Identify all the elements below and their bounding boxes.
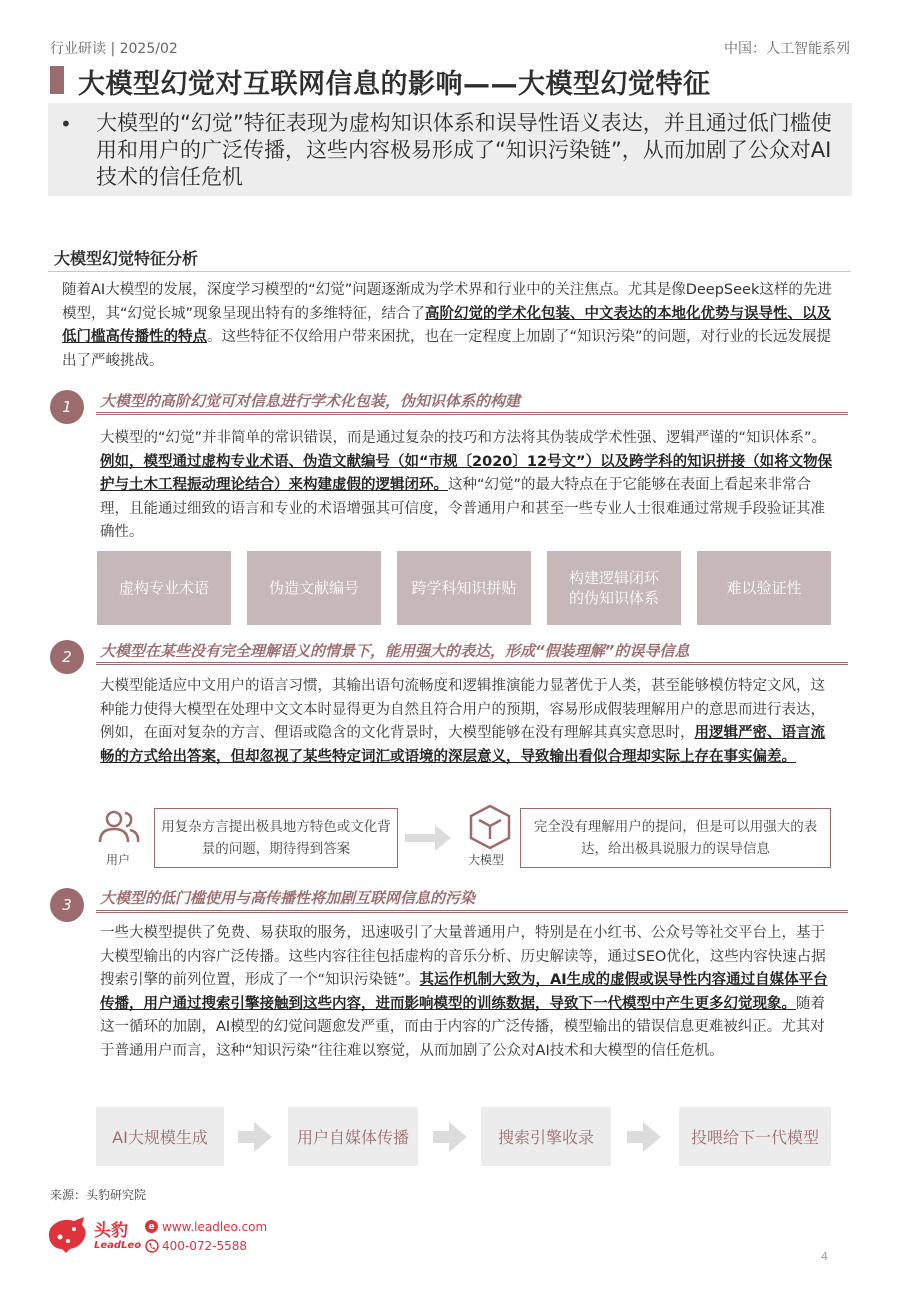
item-2-highlight: 用逻辑严密、语言流畅的方式给出答案，但却忽视了某些特定词汇或语境的深层意义，导致输出看似合理却实际上存在事实偏差。 xyxy=(100,725,825,765)
flow-step: AI大规模生成 xyxy=(96,1107,224,1166)
flow-arrow-icon xyxy=(238,1120,274,1154)
user-icon xyxy=(96,808,142,848)
summary-bullet: • xyxy=(60,112,72,136)
leopard-logo-icon xyxy=(44,1215,90,1255)
item-paragraph-1 xyxy=(100,427,835,545)
flow-arrow-icon xyxy=(433,1120,469,1154)
feature-tile: 构建逻辑闭环的伪知识体系 xyxy=(547,551,681,625)
item-paragraph-3 xyxy=(100,922,838,1063)
flow-step: 投喂给下一代模型 xyxy=(679,1107,831,1166)
user-label: 用户 xyxy=(106,853,131,867)
arrow-right-icon xyxy=(405,823,453,853)
model-label: 大模型 xyxy=(468,853,505,867)
feature-tile: 伪造文献编号 xyxy=(247,551,381,625)
intro-paragraph xyxy=(62,279,842,373)
feature-tile: 跨学科知识拼贴 xyxy=(397,551,531,625)
item-3-text-end: 随着这一循环的加剧，AI模型的幻觉问题愈发严重，而由于内容的广泛传播，模型输出的错误信息更难被纠正。尤其对于普通用户而言，这种“知识污染”往往难以察觉，从而加剧了公众对AI技术和大模型的信任危机。 xyxy=(100,995,825,1059)
phone-number: 400-072-5588 xyxy=(162,1239,248,1253)
web-icon: e xyxy=(145,1220,158,1233)
item-1-text: 大模型的“幻觉”并非简单的常识错误，而是通过复杂的技巧和方法将其伪装成学术性强、逻辑严谨的“知识体系”。 xyxy=(100,430,827,446)
item-3-highlight: 其运作机制大致为，AI生成的虚假或误导性内容通过自媒体平台传播，用户通过搜索引擎接触到这些内容，进而影响模型的训练数据，导致下一代模型中产生更多幻觉现象。 xyxy=(100,972,828,1012)
report-series: 中国：人工智能系列 xyxy=(724,41,850,57)
flow-step: 用户自媒体传播 xyxy=(288,1107,418,1166)
item-2-text: 大模型能适应中文用户的语言习惯，其输出语句流畅度和逻辑推演能力显著优于人类，甚至能够模仿特定文风，这种能力使得大模型在处理中文文本时显得更为自然且符合用户的预期，容易形成假装理解用户的意思而进行表达，例如，在面对复杂的方言、俚语或隐含的文化背景时，大模型能够在没有理解其真实意思时， xyxy=(100,678,825,741)
flow-step: 搜索引擎收录 xyxy=(481,1107,611,1166)
flow-arrow-icon xyxy=(627,1120,663,1154)
item-title-1: 大模型的高阶幻觉可对信息进行学术化包装，伪知识体系的构建 xyxy=(100,392,521,410)
user-question-box: 用复杂方言提出极具地方特色或文化背景的问题，期待得到答案 xyxy=(154,808,398,868)
model-cube-icon xyxy=(468,804,512,850)
section-divider xyxy=(48,271,851,272)
item-3-text: 一些大模型提供了免费、易获取的服务，迅速吸引了大量普通用户，特别是在小红书、公众号等社交平台上，基于大模型输出的内容广泛传播。这些内容往往包括虚构的音乐分析、历史解读等，通过SEO优化，这些内容快速占据搜索引擎的前列位置，形成了一个“知识污染链”。 xyxy=(100,925,826,988)
page-number: 4 xyxy=(821,1250,828,1263)
item-number-3: 3 xyxy=(50,888,84,922)
item-rule-2 xyxy=(96,662,848,665)
source-note: 来源：头豹研究院 xyxy=(50,1188,147,1202)
item-title-3: 大模型的低门槛使用与高传播性将加剧互联网信息的污染 xyxy=(100,889,476,907)
section-title: 大模型幻觉特征分析 xyxy=(54,249,199,268)
item-1-highlight: 例如，模型通过虚构专业术语、伪造文献编号（如“市规〔2020〕12号文”）以及跨学科的知识拼接（如将文物保护与土木工程振动理论结合）来构建虚假的逻辑闭环。 xyxy=(100,453,833,493)
report-category: 行业研读 | 2025/02 xyxy=(50,41,178,57)
item-rule-3 xyxy=(96,910,848,913)
logo-en: LeadLeo xyxy=(94,1240,142,1251)
phone-icon xyxy=(145,1239,159,1253)
page-title: 大模型幻觉对互联网信息的影响——大模型幻觉特征 xyxy=(78,69,711,100)
feature-tile: 难以验证性 xyxy=(697,551,831,625)
logo-cn: 头豹 xyxy=(94,1221,128,1241)
summary-text: 大模型的“幻觉”特征表现为虚构知识体系和误导性语义表达，并且通过低门槛使用和用户的广泛传播，这些内容极易形成了“知识污染链”，从而加剧了公众对AI技术的信任危机 xyxy=(96,111,832,189)
item-rule-1 xyxy=(96,412,848,415)
item-1-text-end: 这种“幻觉”的最大特点在于它能够在表面上看起来非常合理，且能通过细致的语言和专业的术语增强其可信度，令普通用户和甚至一些专业人士很难通过常规手段验证其准确性。 xyxy=(100,477,825,540)
website-link[interactable]: www.leadleo.com xyxy=(162,1220,268,1234)
item-title-2: 大模型在某些没有完全理解语义的情景下，能用强大的表达，形成“假装理解”的误导信息 xyxy=(100,642,690,660)
title-marker xyxy=(50,66,64,94)
intro-text: 随着AI大模型的发展，深度学习模型的“幻觉”问题逐渐成为学术界和行业中的关注焦点。尤其是像DeepSeek这样的先进模型，其“幻觉长城”现象呈现出特有的多维特征，结合了 xyxy=(62,282,832,322)
intro-highlight: 高阶幻觉的学术化包装、中文表达的本地化优势与误导性、以及低门槛高传播性的特点 xyxy=(62,305,832,345)
item-paragraph-2 xyxy=(100,675,835,769)
item-number-2: 2 xyxy=(50,640,84,674)
model-answer-box: 完全没有理解用户的提问，但是可以用强大的表达，给出极具说服力的误导信息 xyxy=(520,808,831,868)
feature-tile: 虚构专业术语 xyxy=(97,551,231,625)
intro-text-end: 。这些特征不仅给用户带来困扰，也在一定程度上加剧了“知识污染”的问题，对行业的长远发展提出了严峻挑战。 xyxy=(62,329,832,369)
item-number-1: 1 xyxy=(50,390,84,424)
